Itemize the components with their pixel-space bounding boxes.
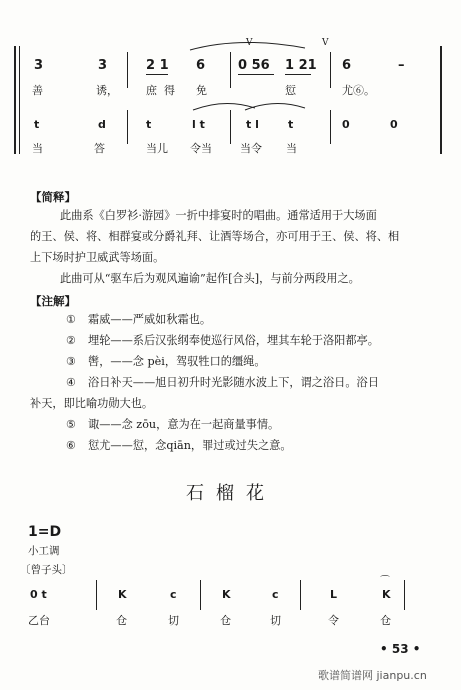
perc-word: 当 bbox=[32, 142, 43, 155]
barline bbox=[300, 580, 301, 610]
note-text: 愆尤——愆，念qiān，罪过或过失之意。 bbox=[88, 439, 292, 452]
perc-word: 切 bbox=[270, 614, 281, 627]
piece-title: 石榴花 bbox=[186, 483, 276, 504]
note: 0 56 bbox=[238, 58, 270, 73]
breath-mark: V bbox=[246, 38, 253, 48]
perc-note: t bbox=[288, 118, 294, 131]
perc-word: 当儿 bbox=[146, 142, 168, 155]
fermata-icon: ⌒ bbox=[380, 576, 390, 587]
perc-slur-arcs bbox=[185, 96, 345, 116]
note: – bbox=[398, 58, 405, 73]
paragraph-line: 的王、侯、将、相群宴或分爵礼拜、让酒等场合，亦可用于王、侯、将、相 bbox=[30, 230, 400, 243]
note-text: 辔，——念 pèi，驾驭牲口的缰绳。 bbox=[88, 355, 266, 368]
mode-label: 小工调 bbox=[28, 545, 60, 557]
perc-note: c bbox=[272, 588, 279, 601]
note-text: 霜威——严威如秋霜也。 bbox=[88, 313, 212, 326]
perc-note: L bbox=[330, 588, 338, 601]
page-number: • 53 • bbox=[380, 642, 421, 656]
beam bbox=[238, 74, 274, 75]
perc-note: t bbox=[34, 118, 40, 131]
lyric: 尤⑥。 bbox=[342, 84, 375, 97]
barline bbox=[127, 52, 128, 88]
note: 1 21 bbox=[285, 58, 317, 73]
note-text-continuation: 补天，即比喻功勋大也。 bbox=[30, 397, 154, 410]
perc-word: 当令 bbox=[240, 142, 262, 155]
perc-note: 0 bbox=[390, 118, 398, 131]
system-bracket bbox=[19, 46, 20, 154]
perc-note: K bbox=[118, 588, 127, 601]
lyric: 庶 bbox=[146, 84, 157, 97]
perc-word: 令 bbox=[328, 614, 339, 627]
perc-word: 乙台 bbox=[28, 614, 50, 627]
note-number: ② bbox=[66, 334, 77, 347]
barline bbox=[127, 110, 128, 144]
barline bbox=[200, 580, 201, 610]
watermark: 歌谱简谱网 jianpu.cn bbox=[318, 669, 427, 682]
note: 3 bbox=[98, 58, 108, 73]
section-heading: 【简释】 bbox=[30, 190, 76, 204]
system-end-bar bbox=[440, 46, 442, 154]
note: 6 bbox=[196, 58, 206, 73]
intro-tag: 〔曾子头〕 bbox=[20, 564, 73, 576]
lyric: 愆 bbox=[285, 84, 296, 97]
perc-word: 令当 bbox=[190, 142, 212, 155]
barline bbox=[230, 52, 231, 88]
perc-word: 当 bbox=[286, 142, 297, 155]
note-number: ⑤ bbox=[66, 418, 77, 431]
perc-note: K bbox=[382, 588, 391, 601]
perc-word: 答 bbox=[94, 142, 105, 155]
paragraph-line: 此曲可从“驱车后为观风遍谕”起作[合头]，与前分两段用之。 bbox=[60, 272, 360, 285]
note-number: ③ bbox=[66, 355, 77, 368]
note-text: 诹——念 zōu，意为在一起商量事情。 bbox=[88, 418, 280, 431]
section-heading: 【注解】 bbox=[30, 294, 76, 308]
perc-note: K bbox=[222, 588, 231, 601]
perc-word: 仓 bbox=[116, 614, 127, 627]
key-signature: 1=D bbox=[28, 524, 62, 540]
barline bbox=[404, 580, 405, 610]
perc-note: t l bbox=[246, 118, 259, 131]
perc-note: 0 bbox=[342, 118, 350, 131]
lyric: 善 bbox=[32, 84, 43, 97]
barline bbox=[330, 52, 331, 88]
perc-note: d bbox=[98, 118, 106, 131]
perc-note: c bbox=[170, 588, 177, 601]
paragraph-line: 上下场时护卫威武等场面。 bbox=[30, 251, 165, 264]
note: 6 bbox=[342, 58, 352, 73]
beam bbox=[285, 74, 311, 75]
lyric: 免 bbox=[196, 84, 207, 97]
perc-note: l t bbox=[192, 118, 205, 131]
note-number: ① bbox=[66, 313, 77, 326]
perc-word: 切 bbox=[168, 614, 179, 627]
note-number: ⑥ bbox=[66, 439, 77, 452]
paragraph-line: 此曲系《白罗衫·游园》一折中排宴时的唱曲。通常适用于大场面 bbox=[60, 209, 377, 222]
perc-note: 0 t bbox=[30, 588, 47, 601]
note-text: 埋轮——系后汉张纲奉使巡行风俗，埋其车轮于洛阳都亭。 bbox=[88, 334, 379, 347]
note-number: ④ bbox=[66, 376, 77, 389]
perc-note: t bbox=[146, 118, 152, 131]
barline bbox=[96, 580, 97, 610]
perc-word: 仓 bbox=[380, 614, 391, 627]
note: 2 1 bbox=[146, 58, 169, 73]
system-brace bbox=[14, 46, 16, 154]
perc-word: 仓 bbox=[220, 614, 231, 627]
note-text: 浴日补天——旭日初升时光影随水波上下，谓之浴日。浴日 bbox=[88, 376, 379, 389]
breath-mark: V bbox=[322, 38, 329, 48]
beam bbox=[146, 74, 168, 75]
note: 3 bbox=[34, 58, 44, 73]
lyric: 诱， bbox=[96, 84, 118, 97]
lyric: 得 bbox=[164, 84, 175, 97]
